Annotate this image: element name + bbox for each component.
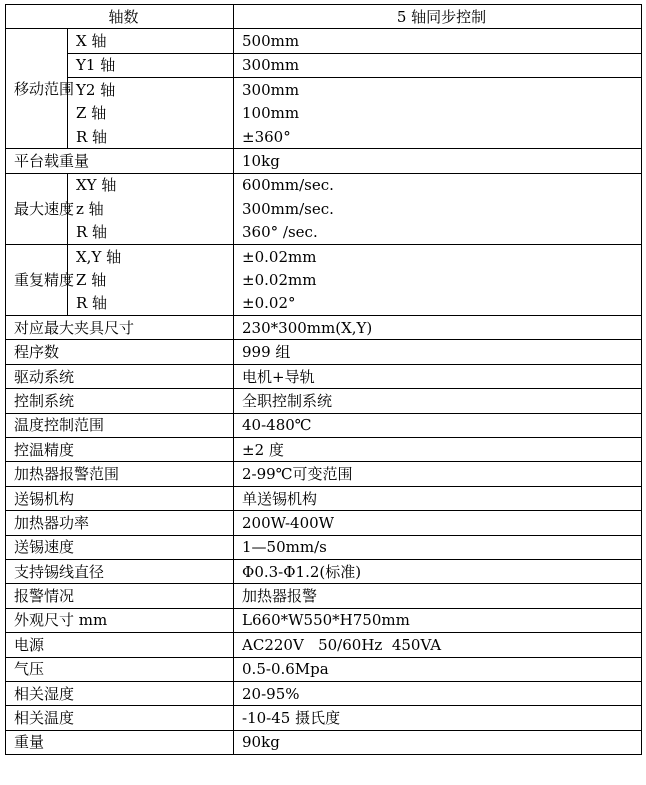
table-row bbox=[6, 149, 642, 173]
table-row bbox=[6, 316, 642, 340]
table-row bbox=[6, 78, 642, 102]
header-axis-value: 5 轴同步控制 bbox=[234, 5, 642, 29]
cell-value: 2-99℃可变范围 bbox=[234, 462, 642, 486]
table-row bbox=[6, 511, 642, 535]
group-label-max-speed: 最大速度 bbox=[6, 173, 68, 244]
cell-value: Φ0.3-Φ1.2(标准) bbox=[234, 559, 642, 583]
row-label: 相关湿度 bbox=[6, 681, 234, 705]
cell-value: 加热器报警 bbox=[234, 584, 642, 608]
cell-value: 100mm bbox=[234, 102, 642, 125]
table-row bbox=[6, 608, 642, 632]
sub-label: Y2 轴 bbox=[68, 78, 234, 102]
row-label: 送锡机构 bbox=[6, 486, 234, 510]
cell-value: 999 组 bbox=[234, 340, 642, 364]
cell-value: 0.5-0.6Mpa bbox=[234, 657, 642, 681]
cell-value: ±2 度 bbox=[234, 438, 642, 462]
header-axis-label: 轴数 bbox=[6, 5, 234, 29]
group-label-repeat-precision: 重复精度 bbox=[6, 244, 68, 315]
row-label: 加热器报警范围 bbox=[6, 462, 234, 486]
row-label: 送锡速度 bbox=[6, 535, 234, 559]
cell-value: ±0.02° bbox=[234, 292, 642, 316]
cell-value: AC220V 50/60Hz 450VA bbox=[234, 633, 642, 657]
cell-value: 500mm bbox=[234, 29, 642, 53]
sub-label: R 轴 bbox=[68, 221, 234, 245]
row-label: 外观尺寸 mm bbox=[6, 608, 234, 632]
spec-table bbox=[5, 4, 642, 755]
table-row bbox=[6, 244, 642, 268]
cell-value: L660*W550*H750mm bbox=[234, 608, 642, 632]
cell-value: ±360° bbox=[234, 125, 642, 149]
sub-label: R 轴 bbox=[68, 292, 234, 316]
row-label: 控制系统 bbox=[6, 389, 234, 413]
table-row bbox=[6, 268, 642, 291]
row-label: 平台载重量 bbox=[6, 149, 234, 173]
table-row bbox=[6, 221, 642, 245]
row-label: 程序数 bbox=[6, 340, 234, 364]
cell-value: 360° /sec. bbox=[234, 221, 642, 245]
table-row bbox=[6, 730, 642, 754]
sub-label: X 轴 bbox=[68, 29, 234, 53]
sub-label: R 轴 bbox=[68, 125, 234, 149]
group-label-move-range: 移动范围 bbox=[6, 29, 68, 149]
row-label: 驱动系统 bbox=[6, 364, 234, 388]
sub-label: Y1 轴 bbox=[68, 53, 234, 77]
cell-value: 20-95% bbox=[234, 681, 642, 705]
sub-label: X,Y 轴 bbox=[68, 244, 234, 268]
cell-value: 电机+导轨 bbox=[234, 364, 642, 388]
cell-value: 200W-400W bbox=[234, 511, 642, 535]
cell-value: 40-480℃ bbox=[234, 413, 642, 437]
table-row bbox=[6, 706, 642, 730]
table-row bbox=[6, 584, 642, 608]
row-label: 支持锡线直径 bbox=[6, 559, 234, 583]
cell-value: 10kg bbox=[234, 149, 642, 173]
row-label: 气压 bbox=[6, 657, 234, 681]
header-row bbox=[6, 5, 642, 29]
sub-label: z 轴 bbox=[68, 197, 234, 220]
table-row bbox=[6, 657, 642, 681]
table-row bbox=[6, 535, 642, 559]
table-row bbox=[6, 413, 642, 437]
table-row bbox=[6, 29, 642, 53]
row-label: 温度控制范围 bbox=[6, 413, 234, 437]
sub-label: XY 轴 bbox=[68, 173, 234, 197]
row-label: 加热器功率 bbox=[6, 511, 234, 535]
table-row bbox=[6, 53, 642, 77]
row-label: 电源 bbox=[6, 633, 234, 657]
table-row bbox=[6, 292, 642, 316]
row-label: 控温精度 bbox=[6, 438, 234, 462]
table-row bbox=[6, 389, 642, 413]
table-row bbox=[6, 438, 642, 462]
sub-label: Z 轴 bbox=[68, 102, 234, 125]
cell-value: ±0.02mm bbox=[234, 268, 642, 291]
sub-label: Z 轴 bbox=[68, 268, 234, 291]
cell-value: -10-45 摄氏度 bbox=[234, 706, 642, 730]
table-row bbox=[6, 340, 642, 364]
cell-value: 90kg bbox=[234, 730, 642, 754]
row-label: 重量 bbox=[6, 730, 234, 754]
table-row bbox=[6, 173, 642, 197]
row-label: 相关温度 bbox=[6, 706, 234, 730]
cell-value: 600mm/sec. bbox=[234, 173, 642, 197]
table-row bbox=[6, 559, 642, 583]
cell-value: 1—50mm/s bbox=[234, 535, 642, 559]
table-row bbox=[6, 125, 642, 149]
cell-value: 230*300mm(X,Y) bbox=[234, 316, 642, 340]
table-row bbox=[6, 364, 642, 388]
cell-value: 300mm/sec. bbox=[234, 197, 642, 220]
table-row bbox=[6, 486, 642, 510]
cell-value: 300mm bbox=[234, 78, 642, 102]
table-row bbox=[6, 462, 642, 486]
row-label: 对应最大夹具尺寸 bbox=[6, 316, 234, 340]
cell-value: 全职控制系统 bbox=[234, 389, 642, 413]
table-row bbox=[6, 197, 642, 220]
table-row bbox=[6, 102, 642, 125]
row-label: 报警情况 bbox=[6, 584, 234, 608]
cell-value: 300mm bbox=[234, 53, 642, 77]
table-row bbox=[6, 633, 642, 657]
table-row bbox=[6, 681, 642, 705]
cell-value: 单送锡机构 bbox=[234, 486, 642, 510]
cell-value: ±0.02mm bbox=[234, 244, 642, 268]
